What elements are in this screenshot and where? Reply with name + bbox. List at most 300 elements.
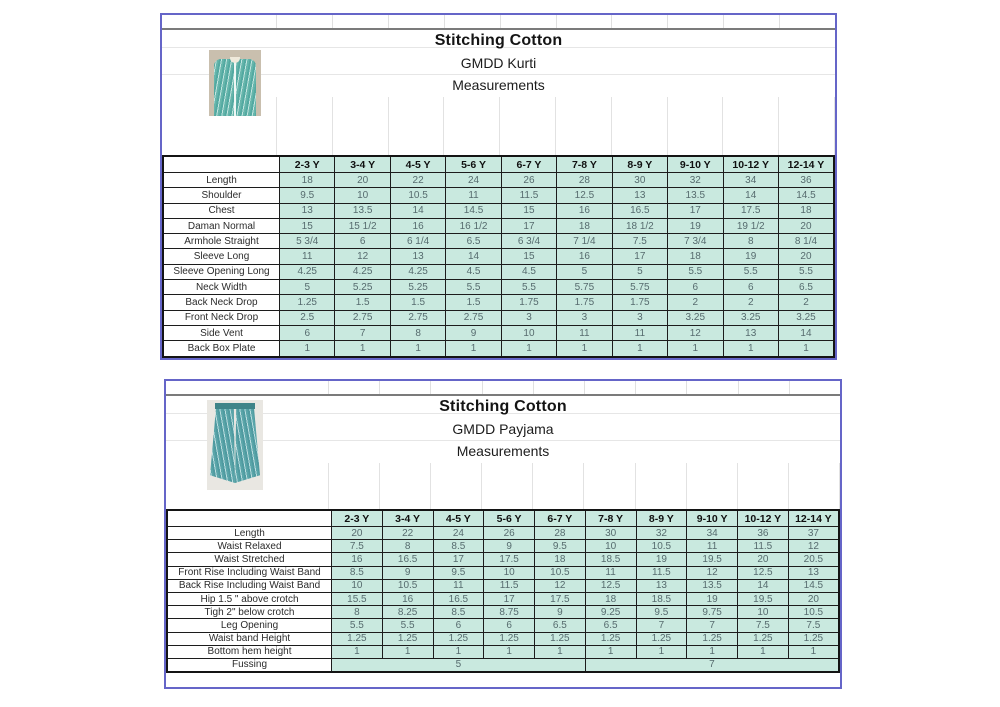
value-cell[interactable]: 13 [612, 188, 667, 203]
value-cell[interactable]: 18 [585, 592, 636, 605]
row-label-cell[interactable]: Length [163, 173, 280, 188]
value-cell[interactable]: 1 [668, 341, 723, 357]
value-cell[interactable]: 9.5 [433, 566, 484, 579]
sheet-gridline-strip [166, 381, 840, 394]
value-cell[interactable]: 10 [738, 606, 789, 619]
row-label-cell[interactable]: Tigh 2" below crotch [167, 606, 332, 619]
value-cell[interactable]: 17.5 [535, 592, 586, 605]
value-cell[interactable]: 9.25 [585, 606, 636, 619]
value-cell[interactable]: 9.75 [687, 606, 738, 619]
gridline-cell [445, 15, 501, 28]
value-cell[interactable]: 18 [280, 173, 335, 188]
row-label-cell[interactable]: Length [167, 527, 332, 540]
value-cell[interactable]: 16 [557, 249, 612, 264]
value-cell[interactable]: 20 [778, 249, 834, 264]
size-column-header[interactable]: 8-9 Y [612, 156, 667, 173]
value-cell[interactable]: 20 [335, 173, 390, 188]
value-cell[interactable]: 19 [687, 592, 738, 605]
value-cell[interactable]: 18 1/2 [612, 218, 667, 233]
value-cell[interactable]: 8.25 [382, 606, 433, 619]
value-cell[interactable]: 1.25 [484, 632, 535, 645]
value-cell[interactable]: 16 [390, 218, 445, 233]
gridline-cell [612, 15, 668, 28]
value-cell[interactable]: 13 [788, 566, 839, 579]
value-cell[interactable]: 26 [501, 173, 556, 188]
value-cell[interactable]: 6 3/4 [501, 234, 556, 249]
value-cell[interactable]: 6.5 [446, 234, 501, 249]
size-column-header[interactable]: 9-10 Y [687, 510, 738, 527]
value-cell[interactable]: 12 [788, 540, 839, 553]
merged-value-cell[interactable]: 5 [332, 658, 586, 672]
size-column-header[interactable]: 4-5 Y [433, 510, 484, 527]
gridline-cell [687, 381, 738, 394]
value-cell[interactable]: 10.5 [390, 188, 445, 203]
value-cell[interactable]: 14.5 [446, 203, 501, 218]
gridline [166, 440, 840, 441]
value-cell[interactable]: 10.5 [636, 540, 687, 553]
measurements-subtitle[interactable]: Measurements [456, 443, 550, 459]
value-cell[interactable]: 11.5 [636, 566, 687, 579]
row-label-cell[interactable]: Waist Stretched [167, 553, 332, 566]
size-column-header[interactable]: 5-6 Y [484, 510, 535, 527]
row-label-cell[interactable]: Side Vent [163, 325, 280, 340]
value-cell[interactable]: 6 [433, 619, 484, 632]
value-cell[interactable]: 3 [612, 310, 667, 325]
value-cell[interactable]: 11.5 [501, 188, 556, 203]
value-cell[interactable]: 16.5 [382, 553, 433, 566]
value-cell[interactable]: 10 [585, 540, 636, 553]
measurement-row [163, 249, 834, 264]
value-cell[interactable]: 3.25 [778, 310, 834, 325]
payjama-waistband [215, 403, 255, 409]
value-cell[interactable]: 20 [778, 218, 834, 233]
value-cell[interactable]: 2 [778, 295, 834, 310]
row-label-cell[interactable]: Sleeve Long [163, 249, 280, 264]
value-cell[interactable]: 16 [332, 553, 383, 566]
value-cell[interactable]: 4.5 [501, 264, 556, 279]
value-cell[interactable]: 7.5 [738, 619, 789, 632]
value-cell[interactable]: 8 [332, 606, 383, 619]
value-cell[interactable]: 15 [501, 249, 556, 264]
value-cell[interactable]: 1 [535, 645, 586, 658]
value-cell[interactable]: 19 1/2 [723, 218, 778, 233]
value-cell[interactable]: 6.5 [585, 619, 636, 632]
value-cell[interactable]: 1 [687, 645, 738, 658]
value-cell[interactable]: 11 [687, 540, 738, 553]
value-cell[interactable]: 13 [636, 579, 687, 592]
value-cell[interactable]: 10 [484, 566, 535, 579]
value-cell[interactable]: 7.5 [788, 619, 839, 632]
size-column-header[interactable]: 10-12 Y [723, 156, 778, 173]
value-cell[interactable]: 13.5 [668, 188, 723, 203]
value-cell[interactable]: 17 [501, 218, 556, 233]
kurti-title-area [162, 30, 835, 155]
value-cell[interactable]: 8 [382, 540, 433, 553]
value-cell[interactable]: 10.5 [535, 566, 586, 579]
value-cell[interactable]: 12.5 [585, 579, 636, 592]
value-cell[interactable]: 20 [788, 592, 839, 605]
value-cell[interactable]: 1 [332, 645, 383, 658]
value-cell[interactable]: 6 [484, 619, 535, 632]
value-cell[interactable]: 11 [446, 188, 501, 203]
value-cell[interactable]: 1.25 [636, 632, 687, 645]
value-cell[interactable]: 5 [280, 280, 335, 295]
value-cell[interactable]: 8.75 [484, 606, 535, 619]
value-cell[interactable]: 19.5 [738, 592, 789, 605]
value-cell[interactable]: 1 [484, 645, 535, 658]
gridline-cell [533, 463, 584, 509]
value-cell[interactable]: 1.75 [557, 295, 612, 310]
value-cell[interactable]: 11.5 [738, 540, 789, 553]
value-cell[interactable]: 5.25 [390, 280, 445, 295]
sheet-gridline-strip [162, 15, 835, 28]
value-cell[interactable]: 26 [484, 527, 535, 540]
value-cell[interactable]: 11 [433, 579, 484, 592]
gridline-cell [687, 463, 738, 509]
value-cell[interactable]: 5.5 [668, 264, 723, 279]
value-cell[interactable]: 17 [668, 203, 723, 218]
value-cell[interactable]: 14 [390, 203, 445, 218]
value-cell[interactable]: 18.5 [585, 553, 636, 566]
value-cell[interactable]: 7 [636, 619, 687, 632]
value-cell[interactable]: 2.75 [335, 310, 390, 325]
value-cell[interactable]: 2 [668, 295, 723, 310]
value-cell[interactable]: 8 [723, 234, 778, 249]
corner-cell[interactable] [167, 510, 332, 527]
value-cell[interactable]: 5.5 [332, 619, 383, 632]
sheet-title[interactable]: Stitching Cotton [434, 32, 563, 49]
value-cell[interactable]: 7 3/4 [668, 234, 723, 249]
value-cell[interactable]: 14 [738, 579, 789, 592]
value-cell[interactable]: 20.5 [788, 553, 839, 566]
value-cell[interactable]: 15 [280, 218, 335, 233]
size-column-header[interactable]: 4-5 Y [390, 156, 445, 173]
row-label-cell[interactable]: Waist Relaxed [167, 540, 332, 553]
measurements-subtitle[interactable]: Measurements [452, 77, 545, 93]
value-cell[interactable]: 1.75 [612, 295, 667, 310]
value-cell[interactable]: 10.5 [788, 606, 839, 619]
value-cell[interactable]: 2.75 [390, 310, 445, 325]
value-cell[interactable]: 5.25 [335, 280, 390, 295]
value-cell[interactable]: 17.5 [484, 553, 535, 566]
row-label-cell[interactable]: Front Neck Drop [163, 310, 280, 325]
value-cell[interactable]: 1.25 [585, 632, 636, 645]
row-label-cell[interactable]: Back Box Plate [163, 341, 280, 357]
row-label-cell[interactable]: Neck Width [163, 280, 280, 295]
value-cell[interactable]: 13.5 [335, 203, 390, 218]
row-label-cell[interactable]: Chest [163, 203, 280, 218]
value-cell[interactable]: 14.5 [788, 579, 839, 592]
payjama-right-leg [235, 405, 260, 483]
value-cell[interactable]: 1.5 [446, 295, 501, 310]
value-cell[interactable]: 10 [501, 325, 556, 340]
value-cell[interactable]: 12 [687, 566, 738, 579]
value-cell[interactable]: 1 [501, 341, 556, 357]
value-cell[interactable]: 18 [778, 203, 834, 218]
payjama-garment-photo[interactable] [207, 400, 263, 490]
value-cell[interactable]: 14 [446, 249, 501, 264]
value-cell[interactable]: 5 [612, 264, 667, 279]
value-cell[interactable]: 6.5 [535, 619, 586, 632]
value-cell[interactable]: 12.5 [738, 566, 789, 579]
value-cell[interactable]: 8.5 [332, 566, 383, 579]
value-cell[interactable]: 34 [723, 173, 778, 188]
value-cell[interactable]: 1.25 [382, 632, 433, 645]
value-cell[interactable]: 5.5 [382, 619, 433, 632]
value-cell[interactable]: 16 [382, 592, 433, 605]
value-cell[interactable]: 32 [668, 173, 723, 188]
value-cell[interactable]: 13.5 [687, 579, 738, 592]
value-cell[interactable]: 1.25 [332, 632, 383, 645]
value-cell[interactable]: 12.5 [557, 188, 612, 203]
value-cell[interactable]: 32 [636, 527, 687, 540]
value-cell[interactable]: 9 [484, 540, 535, 553]
size-column-header[interactable]: 9-10 Y [668, 156, 723, 173]
row-label-cell[interactable]: Hip 1.5 " above crotch [167, 592, 332, 605]
value-cell[interactable]: 1.5 [335, 295, 390, 310]
gridline-cell [431, 463, 482, 509]
value-cell[interactable]: 4.25 [280, 264, 335, 279]
value-cell[interactable]: 34 [687, 527, 738, 540]
size-column-header[interactable]: 2-3 Y [280, 156, 335, 173]
value-cell[interactable]: 16 [557, 203, 612, 218]
value-cell[interactable]: 9 [535, 606, 586, 619]
value-cell[interactable]: 2.75 [446, 310, 501, 325]
value-cell[interactable]: 10 [335, 188, 390, 203]
value-cell[interactable]: 16 1/2 [446, 218, 501, 233]
value-cell[interactable]: 24 [433, 527, 484, 540]
row-label-cell[interactable]: Front Rise Including Waist Band [167, 566, 332, 579]
value-cell[interactable]: 19.5 [687, 553, 738, 566]
gridline-cell [333, 97, 389, 155]
row-label-cell[interactable]: Armhole Straight [163, 234, 280, 249]
value-cell[interactable]: 5 3/4 [280, 234, 335, 249]
value-cell[interactable]: 6 [668, 280, 723, 295]
value-cell[interactable]: 5 [557, 264, 612, 279]
value-cell[interactable]: 4.25 [390, 264, 445, 279]
value-cell[interactable]: 12 [335, 249, 390, 264]
value-cell[interactable]: 17 [484, 592, 535, 605]
value-cell[interactable]: 20 [332, 527, 383, 540]
value-cell[interactable]: 17 [612, 249, 667, 264]
value-cell[interactable]: 14 [723, 188, 778, 203]
value-cell[interactable]: 3.25 [668, 310, 723, 325]
value-cell[interactable]: 1.25 [280, 295, 335, 310]
value-cell[interactable]: 13 [390, 249, 445, 264]
value-cell[interactable]: 30 [612, 173, 667, 188]
gridline-cell [500, 97, 556, 155]
size-column-header[interactable]: 7-8 Y [557, 156, 612, 173]
value-cell[interactable]: 9.5 [636, 606, 687, 619]
value-cell[interactable]: 24 [446, 173, 501, 188]
value-cell[interactable]: 19 [636, 553, 687, 566]
value-cell[interactable]: 6 [335, 234, 390, 249]
value-cell[interactable]: 1.25 [535, 632, 586, 645]
value-cell[interactable]: 3 [501, 310, 556, 325]
gridline-cell [585, 381, 636, 394]
value-cell[interactable]: 1 [280, 341, 335, 357]
value-cell[interactable]: 17.5 [723, 203, 778, 218]
value-cell[interactable]: 5.5 [446, 280, 501, 295]
value-cell[interactable]: 8 1/4 [778, 234, 834, 249]
value-cell[interactable]: 1 [585, 645, 636, 658]
size-column-header[interactable]: 3-4 Y [382, 510, 433, 527]
row-label-cell[interactable]: Back Neck Drop [163, 295, 280, 310]
value-cell[interactable]: 7.5 [332, 540, 383, 553]
value-cell[interactable]: 6.5 [778, 280, 834, 295]
value-cell[interactable]: 5.5 [723, 264, 778, 279]
size-column-header[interactable]: 6-7 Y [501, 156, 556, 173]
size-column-header[interactable]: 2-3 Y [332, 510, 383, 527]
measurement-row [163, 310, 834, 325]
value-cell[interactable]: 11 [557, 325, 612, 340]
value-cell[interactable]: 15 1/2 [335, 218, 390, 233]
value-cell[interactable]: 11 [280, 249, 335, 264]
value-cell[interactable]: 3 [557, 310, 612, 325]
value-cell[interactable]: 16.5 [612, 203, 667, 218]
value-cell[interactable]: 1 [557, 341, 612, 357]
value-cell[interactable]: 1 [433, 645, 484, 658]
value-cell[interactable]: 1.25 [687, 632, 738, 645]
garment-name-title[interactable]: GMDD Payjama [452, 421, 554, 437]
value-cell[interactable]: 7 [335, 325, 390, 340]
value-cell[interactable]: 28 [557, 173, 612, 188]
value-cell[interactable]: 1 [738, 645, 789, 658]
value-cell[interactable]: 12 [668, 325, 723, 340]
value-cell[interactable]: 9 [446, 325, 501, 340]
value-cell[interactable]: 1 [335, 341, 390, 357]
value-cell[interactable]: 9 [382, 566, 433, 579]
value-cell[interactable]: 1 [446, 341, 501, 357]
value-cell[interactable]: 22 [390, 173, 445, 188]
value-cell[interactable]: 7 1/4 [557, 234, 612, 249]
value-cell[interactable]: 8 [390, 325, 445, 340]
value-cell[interactable]: 12 [535, 579, 586, 592]
value-cell[interactable]: 17 [433, 553, 484, 566]
value-cell[interactable]: 1.75 [501, 295, 556, 310]
value-cell[interactable]: 22 [382, 527, 433, 540]
row-label-cell[interactable]: Fussing [167, 658, 332, 672]
value-cell[interactable]: 2.5 [280, 310, 335, 325]
value-cell[interactable]: 8.5 [433, 606, 484, 619]
value-cell[interactable]: 4.25 [335, 264, 390, 279]
value-cell[interactable]: 19 [668, 218, 723, 233]
value-cell[interactable]: 2 [723, 295, 778, 310]
value-cell[interactable]: 1 [636, 645, 687, 658]
value-cell[interactable]: 14.5 [778, 188, 834, 203]
value-cell[interactable]: 5.5 [778, 264, 834, 279]
corner-cell[interactable] [163, 156, 280, 173]
measurement-row [167, 540, 839, 553]
merged-value-cell[interactable]: 7 [585, 658, 839, 672]
value-cell[interactable]: 15.5 [332, 592, 383, 605]
value-cell[interactable]: 19 [723, 249, 778, 264]
row-label-cell[interactable]: Daman Normal [163, 218, 280, 233]
value-cell[interactable]: 7.5 [612, 234, 667, 249]
value-cell[interactable]: 16.5 [433, 592, 484, 605]
value-cell[interactable]: 1 [382, 645, 433, 658]
value-cell[interactable]: 1.5 [390, 295, 445, 310]
payjama-title-area [166, 396, 840, 509]
value-cell[interactable]: 9.5 [535, 540, 586, 553]
value-cell[interactable]: 1.25 [738, 632, 789, 645]
value-cell[interactable]: 28 [535, 527, 586, 540]
value-cell[interactable]: 11 [585, 566, 636, 579]
row-label-cell[interactable]: Leg Opening [167, 619, 332, 632]
value-cell[interactable]: 30 [585, 527, 636, 540]
sheet-title[interactable]: Stitching Cotton [439, 398, 567, 415]
row-label-cell[interactable]: Bottom hem height [167, 645, 332, 658]
value-cell[interactable]: 1 [788, 645, 839, 658]
measurement-row [163, 325, 834, 340]
row-label-cell[interactable]: Shoulder [163, 188, 280, 203]
value-cell[interactable]: 7 [687, 619, 738, 632]
value-cell[interactable]: 6 [723, 280, 778, 295]
value-cell[interactable]: 18.5 [636, 592, 687, 605]
value-cell[interactable]: 11 [612, 325, 667, 340]
size-column-header[interactable]: 3-4 Y [335, 156, 390, 173]
value-cell[interactable]: 36 [738, 527, 789, 540]
value-cell[interactable]: 5.75 [612, 280, 667, 295]
kurti-garment-photo[interactable] [209, 50, 261, 116]
size-column-header[interactable]: 6-7 Y [535, 510, 586, 527]
value-cell[interactable]: 13 [723, 325, 778, 340]
value-cell[interactable]: 18 [557, 218, 612, 233]
value-cell[interactable]: 20 [738, 553, 789, 566]
size-column-header[interactable]: 5-6 Y [446, 156, 501, 173]
row-label-cell[interactable]: Sleeve Opening Long [163, 264, 280, 279]
value-cell[interactable]: 36 [778, 173, 834, 188]
value-cell[interactable]: 5.75 [557, 280, 612, 295]
value-cell[interactable]: 13 [280, 203, 335, 218]
value-cell[interactable]: 6 [280, 325, 335, 340]
size-column-header[interactable]: 8-9 Y [636, 510, 687, 527]
gridline-cell [482, 463, 533, 509]
value-cell[interactable]: 15 [501, 203, 556, 218]
value-cell[interactable]: 1.25 [788, 632, 839, 645]
gridline-cell [444, 97, 500, 155]
value-cell[interactable]: 9.5 [280, 188, 335, 203]
value-cell[interactable]: 14 [778, 325, 834, 340]
value-cell[interactable]: 6 1/4 [390, 234, 445, 249]
value-cell[interactable]: 1 [778, 341, 834, 357]
row-label-cell[interactable]: Back Rise Including Waist Band [167, 579, 332, 592]
measurement-row [167, 579, 839, 592]
value-cell[interactable]: 1 [723, 341, 778, 357]
row-label-cell[interactable]: Waist band Height [167, 632, 332, 645]
value-cell[interactable]: 4.5 [446, 264, 501, 279]
value-cell[interactable]: 1 [390, 341, 445, 357]
gridline-cell [584, 463, 635, 509]
size-column-header[interactable]: 7-8 Y [585, 510, 636, 527]
size-column-header[interactable]: 12-14 Y [778, 156, 834, 173]
value-cell[interactable]: 5.5 [501, 280, 556, 295]
value-cell[interactable]: 37 [788, 527, 839, 540]
value-cell[interactable]: 10.5 [382, 579, 433, 592]
measurement-row [167, 566, 839, 579]
value-cell[interactable]: 1.25 [433, 632, 484, 645]
value-cell[interactable]: 1 [612, 341, 667, 357]
value-cell[interactable]: 18 [535, 553, 586, 566]
size-column-header[interactable]: 12-14 Y [788, 510, 839, 527]
value-cell[interactable]: 3.25 [723, 310, 778, 325]
value-cell[interactable]: 11.5 [484, 579, 535, 592]
value-cell[interactable]: 10 [332, 579, 383, 592]
size-column-header[interactable]: 10-12 Y [738, 510, 789, 527]
garment-name-title[interactable]: GMDD Kurti [460, 55, 537, 71]
value-cell[interactable]: 18 [668, 249, 723, 264]
value-cell[interactable]: 8.5 [433, 540, 484, 553]
